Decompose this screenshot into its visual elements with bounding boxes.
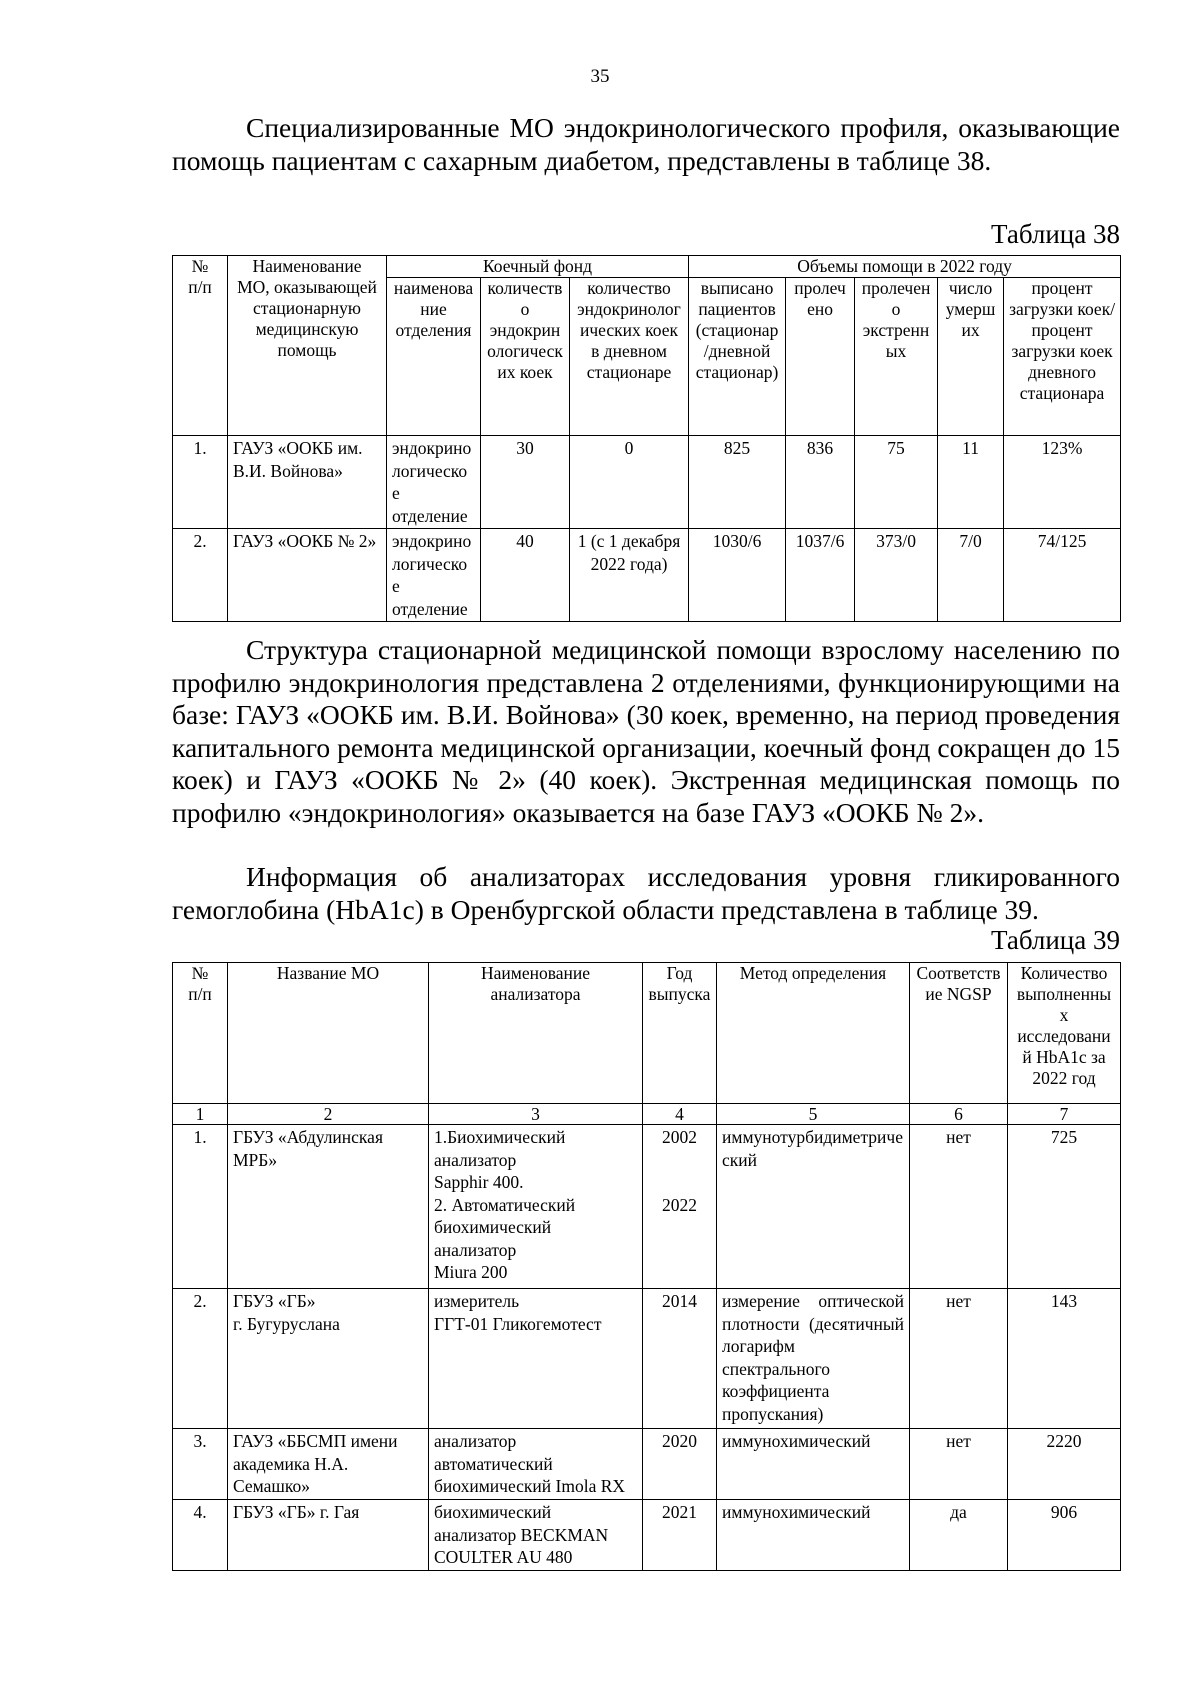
table-38: [172, 255, 1121, 622]
t38-cell-deaths: 7/0: [938, 529, 1004, 622]
t38-cell-discharged: 1030/6: [689, 529, 786, 622]
t39-header-num: № п/п: [173, 963, 228, 1104]
table-row: [173, 436, 1121, 529]
t38-cell-num: 1.: [173, 436, 228, 529]
t39-cell-year: 2021: [643, 1500, 717, 1571]
t39-cell-name: ГАУЗ «ББСМП имени академика Н.А. Семашко»: [228, 1429, 429, 1500]
t38-header-treated: пролечено: [786, 278, 855, 436]
t38-cell-emergency: 373/0: [855, 529, 938, 622]
t39-cell-year: 2020: [643, 1429, 717, 1500]
table-39-caption: Таблица 39: [991, 925, 1120, 955]
t39-cell-num: 3.: [173, 1429, 228, 1500]
t39-cell-count: 143: [1008, 1289, 1121, 1429]
t38-cell-load: 123%: [1004, 436, 1121, 529]
t39-cell-num: 1.: [173, 1125, 228, 1289]
t38-header-day-beds: количество эндокринологических коек в дневном стационаре: [570, 278, 689, 436]
table-row: [173, 1289, 1121, 1429]
table-row: [173, 1125, 1121, 1289]
t38-cell-day-beds: 0: [570, 436, 689, 529]
table-row: [173, 529, 1121, 622]
t39-cell-method: иммунотурбидиметрический: [717, 1125, 910, 1289]
t39-colnum: 2: [228, 1104, 429, 1125]
t38-header-load: процент загрузки коек/ процент загрузки коек дневного стационара: [1004, 278, 1121, 436]
t39-cell-ngsp: нет: [910, 1125, 1008, 1289]
t39-cell-ngsp: нет: [910, 1429, 1008, 1500]
table-38-caption: Таблица 38: [991, 219, 1120, 249]
t39-cell-analyzer: измеритель ГГТ-01 Гликогемотест: [429, 1289, 643, 1429]
t38-header-name: Наименование МО, оказывающей стационарную медицинскую помощь: [228, 256, 387, 436]
t39-cell-analyzer: анализатор автоматический биохимический Imola RX: [429, 1429, 643, 1500]
t38-cell-beds: 40: [481, 529, 570, 622]
t39-cell-num: 4.: [173, 1500, 228, 1571]
t38-header-beds: количество эндокринологических коек: [481, 278, 570, 436]
t38-cell-beds: 30: [481, 436, 570, 529]
table-row: [173, 1429, 1121, 1500]
page-number: 35: [590, 66, 610, 87]
t38-cell-treated: 836: [786, 436, 855, 529]
column-number-row: [173, 1104, 1121, 1125]
t38-header-num: № п/п: [173, 256, 228, 436]
t39-colnum: 4: [643, 1104, 717, 1125]
t39-cell-ngsp: да: [910, 1500, 1008, 1571]
t38-cell-name: ГАУЗ «ООКБ № 2»: [228, 529, 387, 622]
t38-cell-dept: эндокринологическое отделение: [387, 436, 481, 529]
t39-header-ngsp: Соответствие NGSP: [910, 963, 1008, 1104]
t39-header-count: Количество выполненных исследований HbA1c за 2022 год: [1008, 963, 1121, 1104]
t39-cell-method: измерение оптической плотности (десятичный логарифм спектрального коэффициента пропускания): [717, 1289, 910, 1429]
paragraph-intro: Специализированные МО эндокринологического профиля, оказывающие помощь пациентам с сахарным диабетом, представлены в таблице 38.: [172, 112, 1120, 176]
t39-cell-method: иммунохимический: [717, 1429, 910, 1500]
t39-cell-num: 2.: [173, 1289, 228, 1429]
t39-header-analyzer: Наименование анализатора: [429, 963, 643, 1104]
t39-cell-year: 2002 2022: [643, 1125, 717, 1289]
t38-header-emergency: пролечено экстренных: [855, 278, 938, 436]
t39-cell-ngsp: нет: [910, 1289, 1008, 1429]
t38-cell-deaths: 11: [938, 436, 1004, 529]
t38-cell-name: ГАУЗ «ООКБ им. В.И. Войнова»: [228, 436, 387, 529]
t38-cell-emergency: 75: [855, 436, 938, 529]
t39-cell-count: 2220: [1008, 1429, 1121, 1500]
t38-header-deaths: число умерших: [938, 278, 1004, 436]
t38-header-dept: наименование отделения: [387, 278, 481, 436]
t38-cell-day-beds: 1 (с 1 декабря 2022 года): [570, 529, 689, 622]
t38-header-bed-fund: Коечный фонд: [387, 256, 689, 278]
t39-cell-year: 2014: [643, 1289, 717, 1429]
t38-cell-treated: 1037/6: [786, 529, 855, 622]
t39-header-method: Метод определения: [717, 963, 910, 1104]
paragraph-structure: Структура стационарной медицинской помощи взрослому населению по профилю эндокринология представлена 2 отделениями, функционирующими на базе: ГАУЗ «ООКБ им. В.И. Войнова» (30 коек, временно, на период проведения капитального ремонта медицинской организации, коечный фонд сокращен до 15 коек) и ГАУЗ «ООКБ № 2» (40 коек). Экстренная медицинская помощь по профилю «эндокринология» оказывается на базе ГАУЗ «ООКБ № 2».: [172, 634, 1120, 828]
t38-header-volume: Объемы помощи в 2022 году: [689, 256, 1121, 278]
table-39: [172, 962, 1121, 1571]
table-row: [173, 1500, 1121, 1571]
t38-cell-load: 74/125: [1004, 529, 1121, 622]
t39-cell-method: иммунохимический: [717, 1500, 910, 1571]
t39-colnum: 5: [717, 1104, 910, 1125]
t39-colnum: 1: [173, 1104, 228, 1125]
t39-cell-name: ГБУЗ «ГБ» г. Гая: [228, 1500, 429, 1571]
t39-colnum: 7: [1008, 1104, 1121, 1125]
paragraph-analyzers: Информация об анализаторах исследования уровня гликированного гемоглобина (HbA1c) в Оренбургской области представлена в таблице 39.: [172, 861, 1120, 925]
t38-cell-dept: эндокринологическое отделение: [387, 529, 481, 622]
t39-cell-analyzer: 1.Биохимический анализатор Sapphir 400. 2. Автоматический биохимический анализатор Miura 200: [429, 1125, 643, 1289]
t38-cell-discharged: 825: [689, 436, 786, 529]
t38-header-discharged: выписано пациентов (стационар/дневной стационар): [689, 278, 786, 436]
t39-colnum: 3: [429, 1104, 643, 1125]
t39-colnum: 6: [910, 1104, 1008, 1125]
t39-cell-count: 725: [1008, 1125, 1121, 1289]
t39-header-name: Название МО: [228, 963, 429, 1104]
t38-cell-num: 2.: [173, 529, 228, 622]
t39-cell-name: ГБУЗ «ГБ» г. Бугуруслана: [228, 1289, 429, 1429]
t39-header-year: Год выпуска: [643, 963, 717, 1104]
t39-cell-name: ГБУЗ «Абдулинская МРБ»: [228, 1125, 429, 1289]
t39-cell-count: 906: [1008, 1500, 1121, 1571]
t39-cell-analyzer: биохимический анализатор BECKMAN COULTER AU 480: [429, 1500, 643, 1571]
